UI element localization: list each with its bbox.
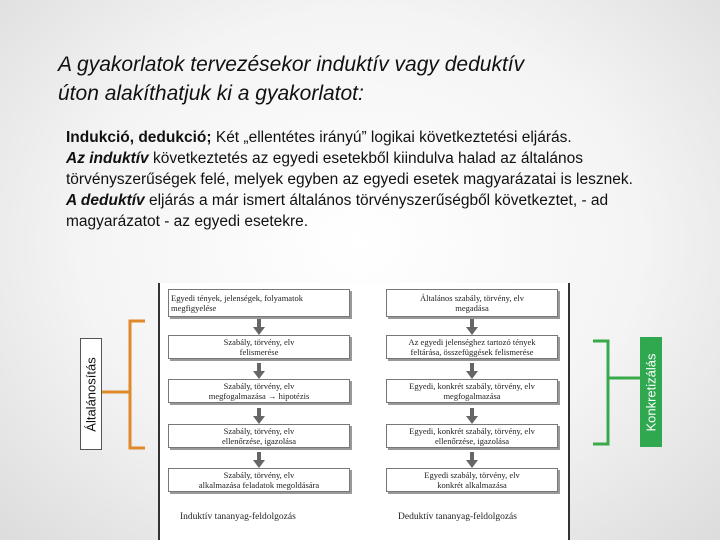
paragraph-2 <box>66 148 706 190</box>
concretization-label: Konkretizálás <box>640 337 662 447</box>
paragraph-3 <box>66 190 706 232</box>
paragraph-1-text: Két „ellentétes irányú” logikai következtetési eljárás. <box>211 129 572 146</box>
deductive-arrow-2 <box>466 371 478 379</box>
generalization-label: Általánosítás <box>80 338 102 450</box>
inductive-step-5: Szabály, törvény, elv alkalmazása feladatok megoldására <box>168 468 350 492</box>
inductive-arrow-4 <box>253 460 265 468</box>
deductive-step-5: Egyedi szabály, törvény, elv konkrét alkalmazása <box>386 468 558 492</box>
deductive-step-2: Az egyedi jelenséghez tartozó tények feltárása, összefüggések felismerése <box>386 335 558 359</box>
title-line-2: úton alakíthatjuk ki a gyakorlatot: <box>58 82 364 105</box>
induction-deduction-diagram <box>158 283 570 540</box>
inductive-arrow-2 <box>253 371 265 379</box>
deductive-caption: Deduktív tananyag-feldolgozás <box>398 512 517 522</box>
title-line-1: A gyakorlatok tervezésekor induktív vagy deduktív <box>58 53 525 76</box>
paragraph-1 <box>66 127 706 148</box>
body-text <box>66 127 706 232</box>
deductive-arrow-1 <box>466 327 478 335</box>
inductive-step-2: Szabály, törvény, elv felismerése <box>168 335 350 359</box>
term-induction-deduction: Indukció, dedukció; <box>66 129 212 146</box>
deductive-step-4: Egyedi, konkrét szabály, törvény, elv ellenőrzése, igazolása <box>386 424 558 448</box>
inductive-step-3: Szabály, törvény, elv megfogalmazása → hipotézis <box>168 379 350 403</box>
deductive-step-1: Általános szabály, törvény, elv megadása <box>386 289 558 317</box>
deductive-arrow-3 <box>466 416 478 424</box>
inductive-caption: Induktív tananyag-feldolgozás <box>180 512 296 522</box>
paragraph-2-text: következtetés az egyedi esetekből kiindulva halad az általános törvényszerűségek felé, melyek egyben az egyedi esetek magyarázatai is lesznek. <box>66 150 633 188</box>
paragraph-3-text: eljárás a már ismert általános törvényszerűségből következtet, - ad magyarázatot - az egyedi esetekre. <box>66 192 609 230</box>
deductive-step-3: Egyedi, konkrét szabály, törvény, elv megfogalmazása <box>386 379 558 403</box>
inductive-arrow-3 <box>253 416 265 424</box>
slide-title <box>58 50 698 108</box>
right-bracket <box>590 338 640 448</box>
left-bracket <box>100 318 150 458</box>
term-deductive: A deduktív <box>66 192 145 209</box>
inductive-arrow-1 <box>253 327 265 335</box>
deductive-arrow-4 <box>466 460 478 468</box>
inductive-step-1: Egyedi tények, jelenségek, folyamatok megfigyelése <box>168 289 350 317</box>
term-inductive: Az induktív <box>66 150 149 167</box>
inductive-step-4: Szabály, törvény, elv ellenőrzése, igazolása <box>168 424 350 448</box>
